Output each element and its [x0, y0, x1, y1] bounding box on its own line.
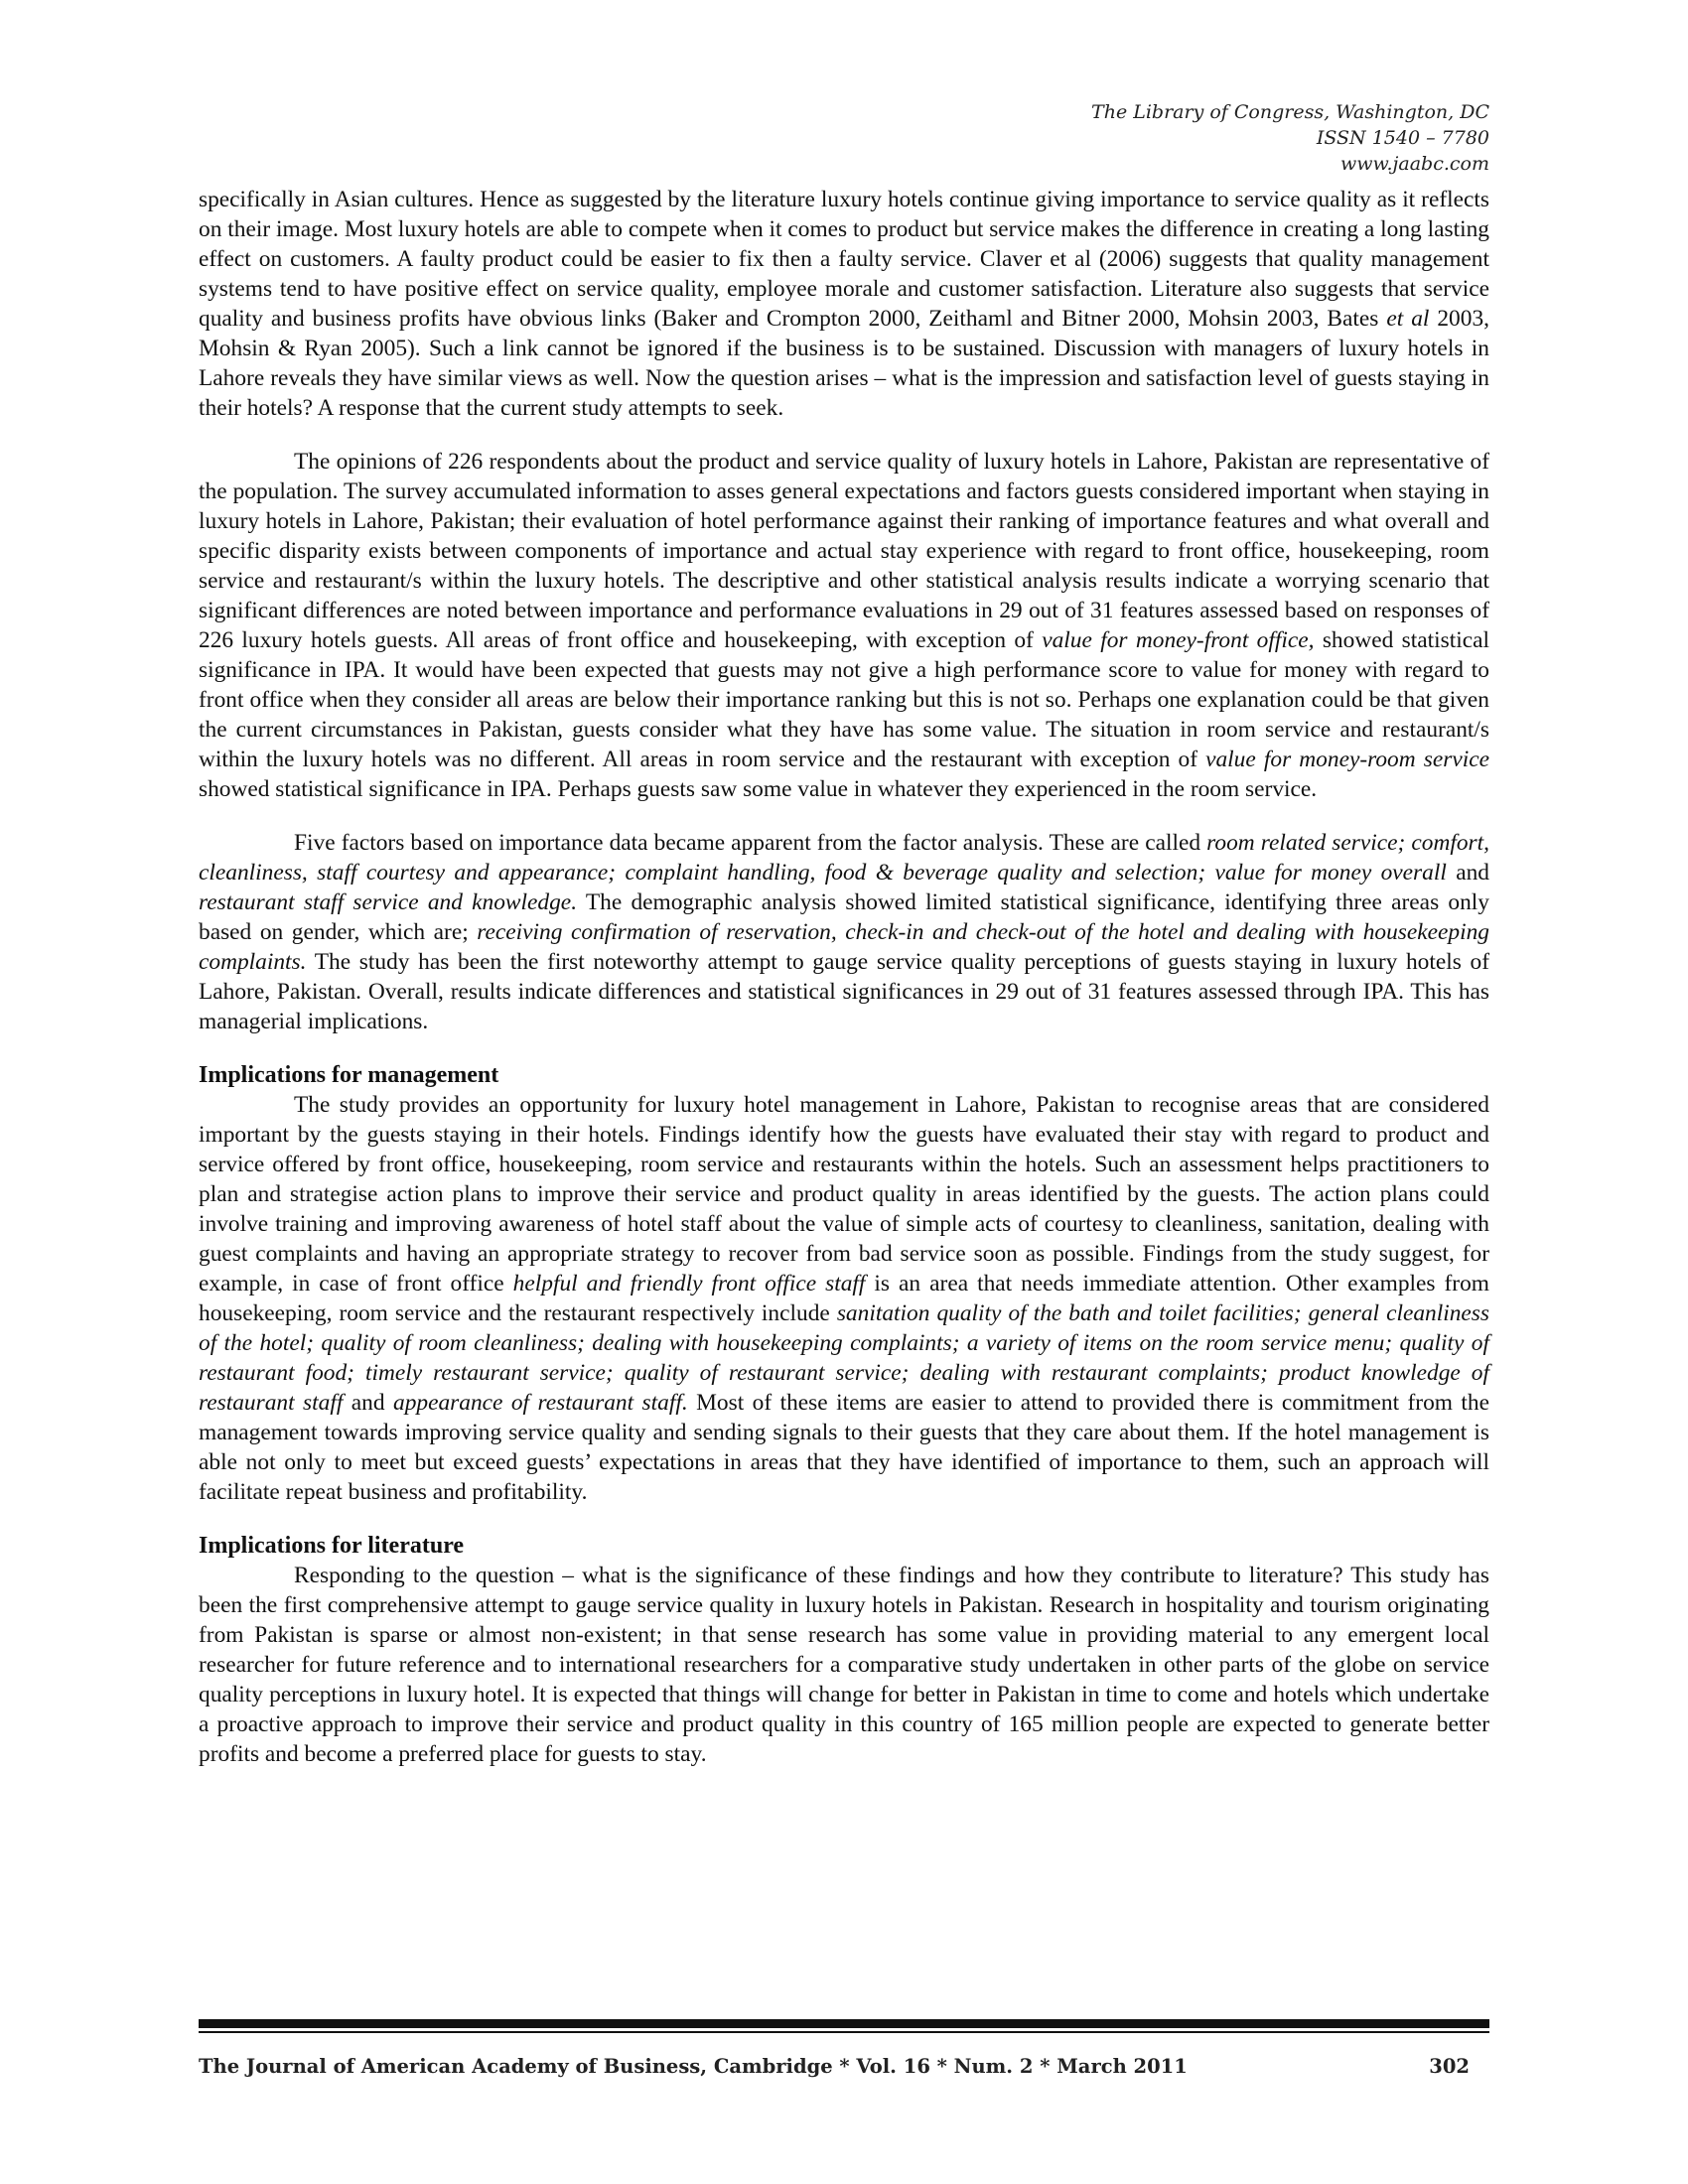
text-run: The opinions of 226 respondents about the product and service quality of luxury hotels in Lahore, Pakistan are representative of the population. The survey accumulated information to asses general expectations and factors guests considered important when staying in luxury hotels in Lahore, Pakistan; their evaluation of hotel performance against their ranking of importance features and what overall and specific disparity exists between components of importance and actual stay experience with regard to front office, housekeeping, room service and restaurant/s within the luxury hotels. The descriptive and other statistical analysis results indicate a worrying scenario that significant differences are noted between importance and performance evaluations in 29 out of 31 features assessed based on responses of 226 luxury hotels guests. All areas of front office and housekeeping, with exception of [199, 449, 1489, 653]
text-run: and [343, 1390, 393, 1416]
text-run: specifically in Asian cultures. Hence as suggested by the literature luxury hotels continue giving importance to service quality as it reflects on their image. Most luxury hotels are able to compete when it comes to product but service makes the difference in creating a long lasting effect on customers. A faulty product could be easier to fix then a faulty service. Claver et al (2006) suggests that quality management systems tend to have positive effect on service quality, employee morale and customer satisfaction. Literature also suggests that service quality and business profits have obvious links (Baker and Crompton 2000, Zeithaml and Bitner 2000, Mohsin 2003, Bates [199, 187, 1489, 332]
italic-run: value for money-room service [1205, 747, 1489, 772]
italic-run: value for money-front office, [1042, 627, 1315, 653]
header-publisher: The Library of Congress, Washington, DC [1091, 101, 1489, 123]
running-header [199, 99, 1489, 177]
italic-run: receiving confirmation of reservation, check-in and check-out of the hotel and dealing with housekeeping complaints. [199, 919, 1489, 975]
header-issn: ISSN 1540 – 7780 [1316, 127, 1489, 149]
text-run: The study provides an opportunity for luxury hotel management in Lahore, Pakistan to recognise areas that are considered important by the guests staying in their hotels. Findings identify how the guests have evaluated their stay with regard to product and service offered by front office, housekeeping, room service and restaurants within the hotels. Such an assessment helps practitioners to plan and strategise action plans to improve their service and product quality in areas identified by the guests. The action plans could involve training and improving awareness of hotel staff about the value of simple acts of courtesy to cleanliness, sanitation, dealing with guest complaints and having an appropriate strategy to recover from bad service soon as possible. Findings from the study suggest, for example, in case of front office [199, 1092, 1489, 1297]
journal-citation: The Journal of American Academy of Business, Cambridge * Vol. 16 * Num. 2 * March 2011 [199, 2055, 1188, 2078]
italic-run: room related service; comfort, cleanliness, staff courtesy and appearance; complaint handling, food & beverage quality and selection; value for money overall [199, 830, 1489, 886]
section-heading-management: Implications for management [199, 1062, 499, 1088]
italic-run: sanitation quality of the bath and toilet facilities; general cleanliness of the hotel; quality of room cleanliness; dealing with housekeeping complaints; a variety of items on the room service menu; quality of restaurant food; timely restaurant service; quality of restaurant service; dealing with restaurant complaints; product knowledge of restaurant staff [199, 1300, 1489, 1416]
paragraph [199, 1090, 1489, 1507]
article-body [199, 185, 1489, 1769]
text-run: The study has been the first noteworthy attempt to gauge service quality perceptions of guests staying in luxury hotels of Lahore, Pakistan. Overall, results indicate differences and statistical significances in 29 out of 31 features assessed through IPA. This has managerial implications. [199, 949, 1489, 1034]
section-heading-literature: Implications for literature [199, 1533, 465, 1559]
header-website: www.jaabc.com [1339, 153, 1489, 175]
text-run: 2003, Mohsin & Ryan 2005). Such a link cannot be ignored if the business is to be sustained. Discussion with managers of luxury hotels in Lahore reveals they have similar views as well. Now the question arises – what is the impression and satisfaction level of guests staying in their hotels? A response that the current study attempts to seek. [199, 306, 1489, 421]
paragraph [199, 1561, 1489, 1769]
page [199, 99, 1489, 1769]
page-number: 302 [1429, 2055, 1470, 2078]
paragraph [199, 447, 1489, 804]
text-run: Responding to the question – what is the significance of these findings and how they contribute to literature? This study has been the first comprehensive attempt to gauge service quality in luxury hotels in Pakistan. Research in hospitality and tourism originating from Pakistan is sparse or almost non-existent; in that sense research has some value in providing material to any emergent local researcher for future reference and to international researchers for a comparative study undertaken in other parts of the globe on service quality perceptions in luxury hotel. It is expected that things will change for better in Pakistan in time to come and hotels which undertake a proactive approach to improve their service and product quality in this country of 165 million people are expected to generate better profits and become a preferred place for guests to stay. [199, 1563, 1489, 1767]
paragraph [199, 185, 1489, 423]
footer-line [199, 2055, 1489, 2078]
italic-run: restaurant staff service and knowledge. [199, 889, 578, 915]
footer-rule-thin [199, 2031, 1489, 2033]
footer-rule-thick [199, 2019, 1489, 2028]
paragraph [199, 828, 1489, 1036]
text-run: Most of these items are easier to attend to provided there is commitment from the management towards improving service quality and sending signals to their guests that they care about them. If the hotel management is able not only to meet but exceed guests’ expectations in areas that they have identified of importance to them, such an approach will facilitate repeat business and profitability. [199, 1390, 1490, 1505]
italic-run: helpful and friendly front office staff [512, 1271, 866, 1297]
text-run: showed statistical significance in IPA. It would have been expected that guests may not give a high performance score to value for money with regard to front office when they consider all areas are below their importance ranking but this is not so. Perhaps one explanation could be that given the current circumstances in Pakistan, guests consider what they have has some value. The situation in room service and restaurant/s within the luxury hotels was no different. All areas in room service and the restaurant with exception of [199, 627, 1489, 772]
text-run: showed statistical significance in IPA. Perhaps guests saw some value in whatever they experienced in the room service. [199, 776, 1318, 802]
text-run: and [1446, 860, 1489, 886]
text-run: is an area that needs immediate attention. Other examples from housekeeping, room service and the restaurant respectively include [199, 1271, 1489, 1326]
text-run: Five factors based on importance data became apparent from the factor analysis. These are called [294, 830, 1207, 856]
page-footer [199, 2019, 1489, 2078]
italic-run: appearance of restaurant staff. [393, 1390, 688, 1416]
italic-run: et al [1386, 306, 1430, 332]
text-run: The demographic analysis showed limited statistical significance, identifying three areas only based on gender, which are; [199, 889, 1489, 945]
